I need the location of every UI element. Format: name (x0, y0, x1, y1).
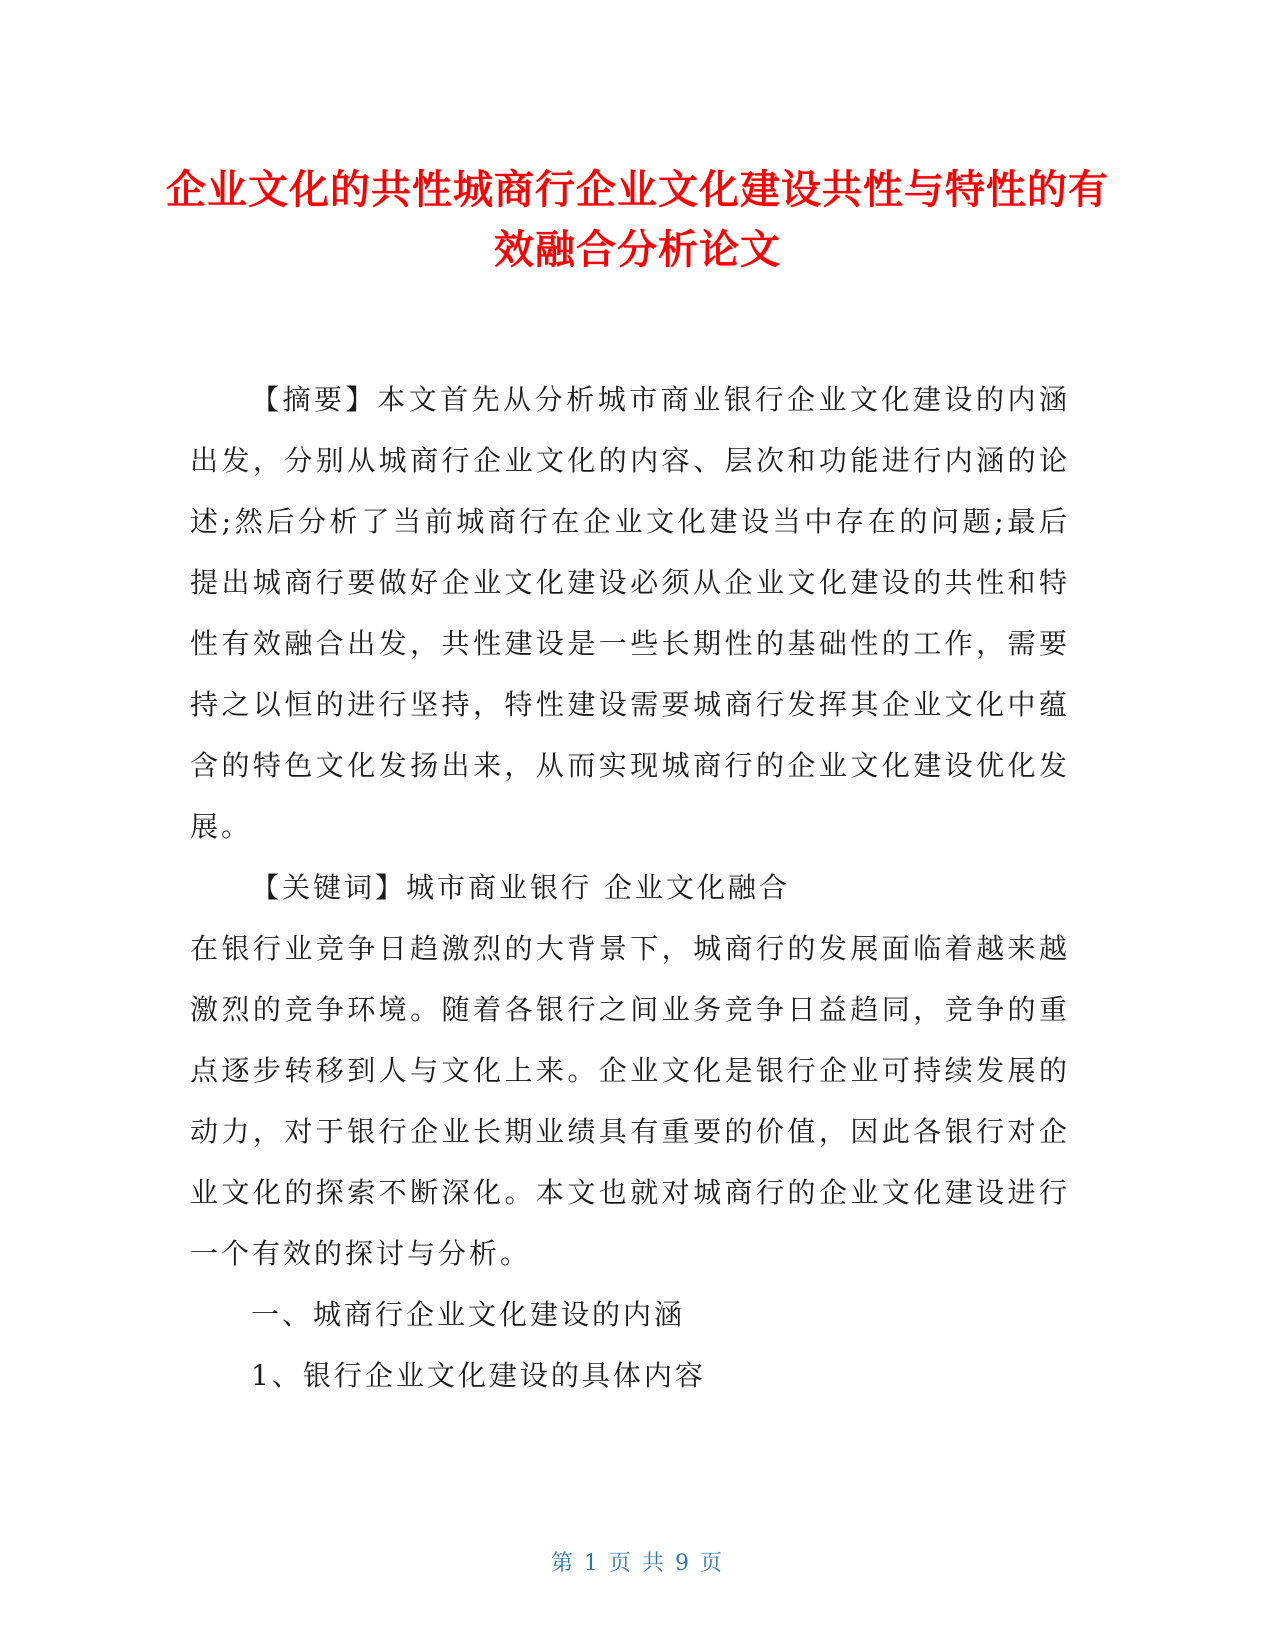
subsection-heading: 1、银行企业文化建设的具体内容 (251, 1359, 706, 1392)
abstract-paragraph: 【摘要】本文首先从分析城市商业银行企业文化建设的内涵出发，分别从城商行企业文化的内容、层次和功能进行内涵的论述;然后分析了当前城商行在企业文化建设当中存在的问题;最后提出城商行要做好企业文化建设必须从企业文化建设的共性和特性有效融合出发，共性建设是一些长期性的基础性的工作，需要持之以恒的进行坚持，特性建设需要城商行发挥其企业文化中蕴含的特色文化发扬出来，从而实现城商行的企业文化建设优化发展。 (190, 383, 1070, 843)
intro-paragraph: 在银行业竞争日趋激烈的大背景下，城商行的发展面临着越来越激烈的竞争环境。随着各银行之间业务竞争日益趋同，竞争的重点逐步转移到人与文化上来。企业文化是银行企业可持续发展的动力，对于银行企业长期业绩具有重要的价值，因此各银行对企业文化的探索不断深化。本文也就对城商行的企业文化建设进行一个有效的探讨与分析。 (190, 932, 1070, 1270)
document-body (190, 369, 1070, 1406)
keywords-paragraph: 【关键词】城市商业银行 企业文化融合 (251, 871, 790, 904)
section-heading: 一、城商行企业文化建设的内涵 (251, 1298, 686, 1331)
page-number-footer: 第 1 页 共 9 页 (551, 1551, 724, 1576)
document-title: 企业文化的共性城商行企业文化建设共性与特性的有效融合分析论文 (166, 167, 1109, 273)
